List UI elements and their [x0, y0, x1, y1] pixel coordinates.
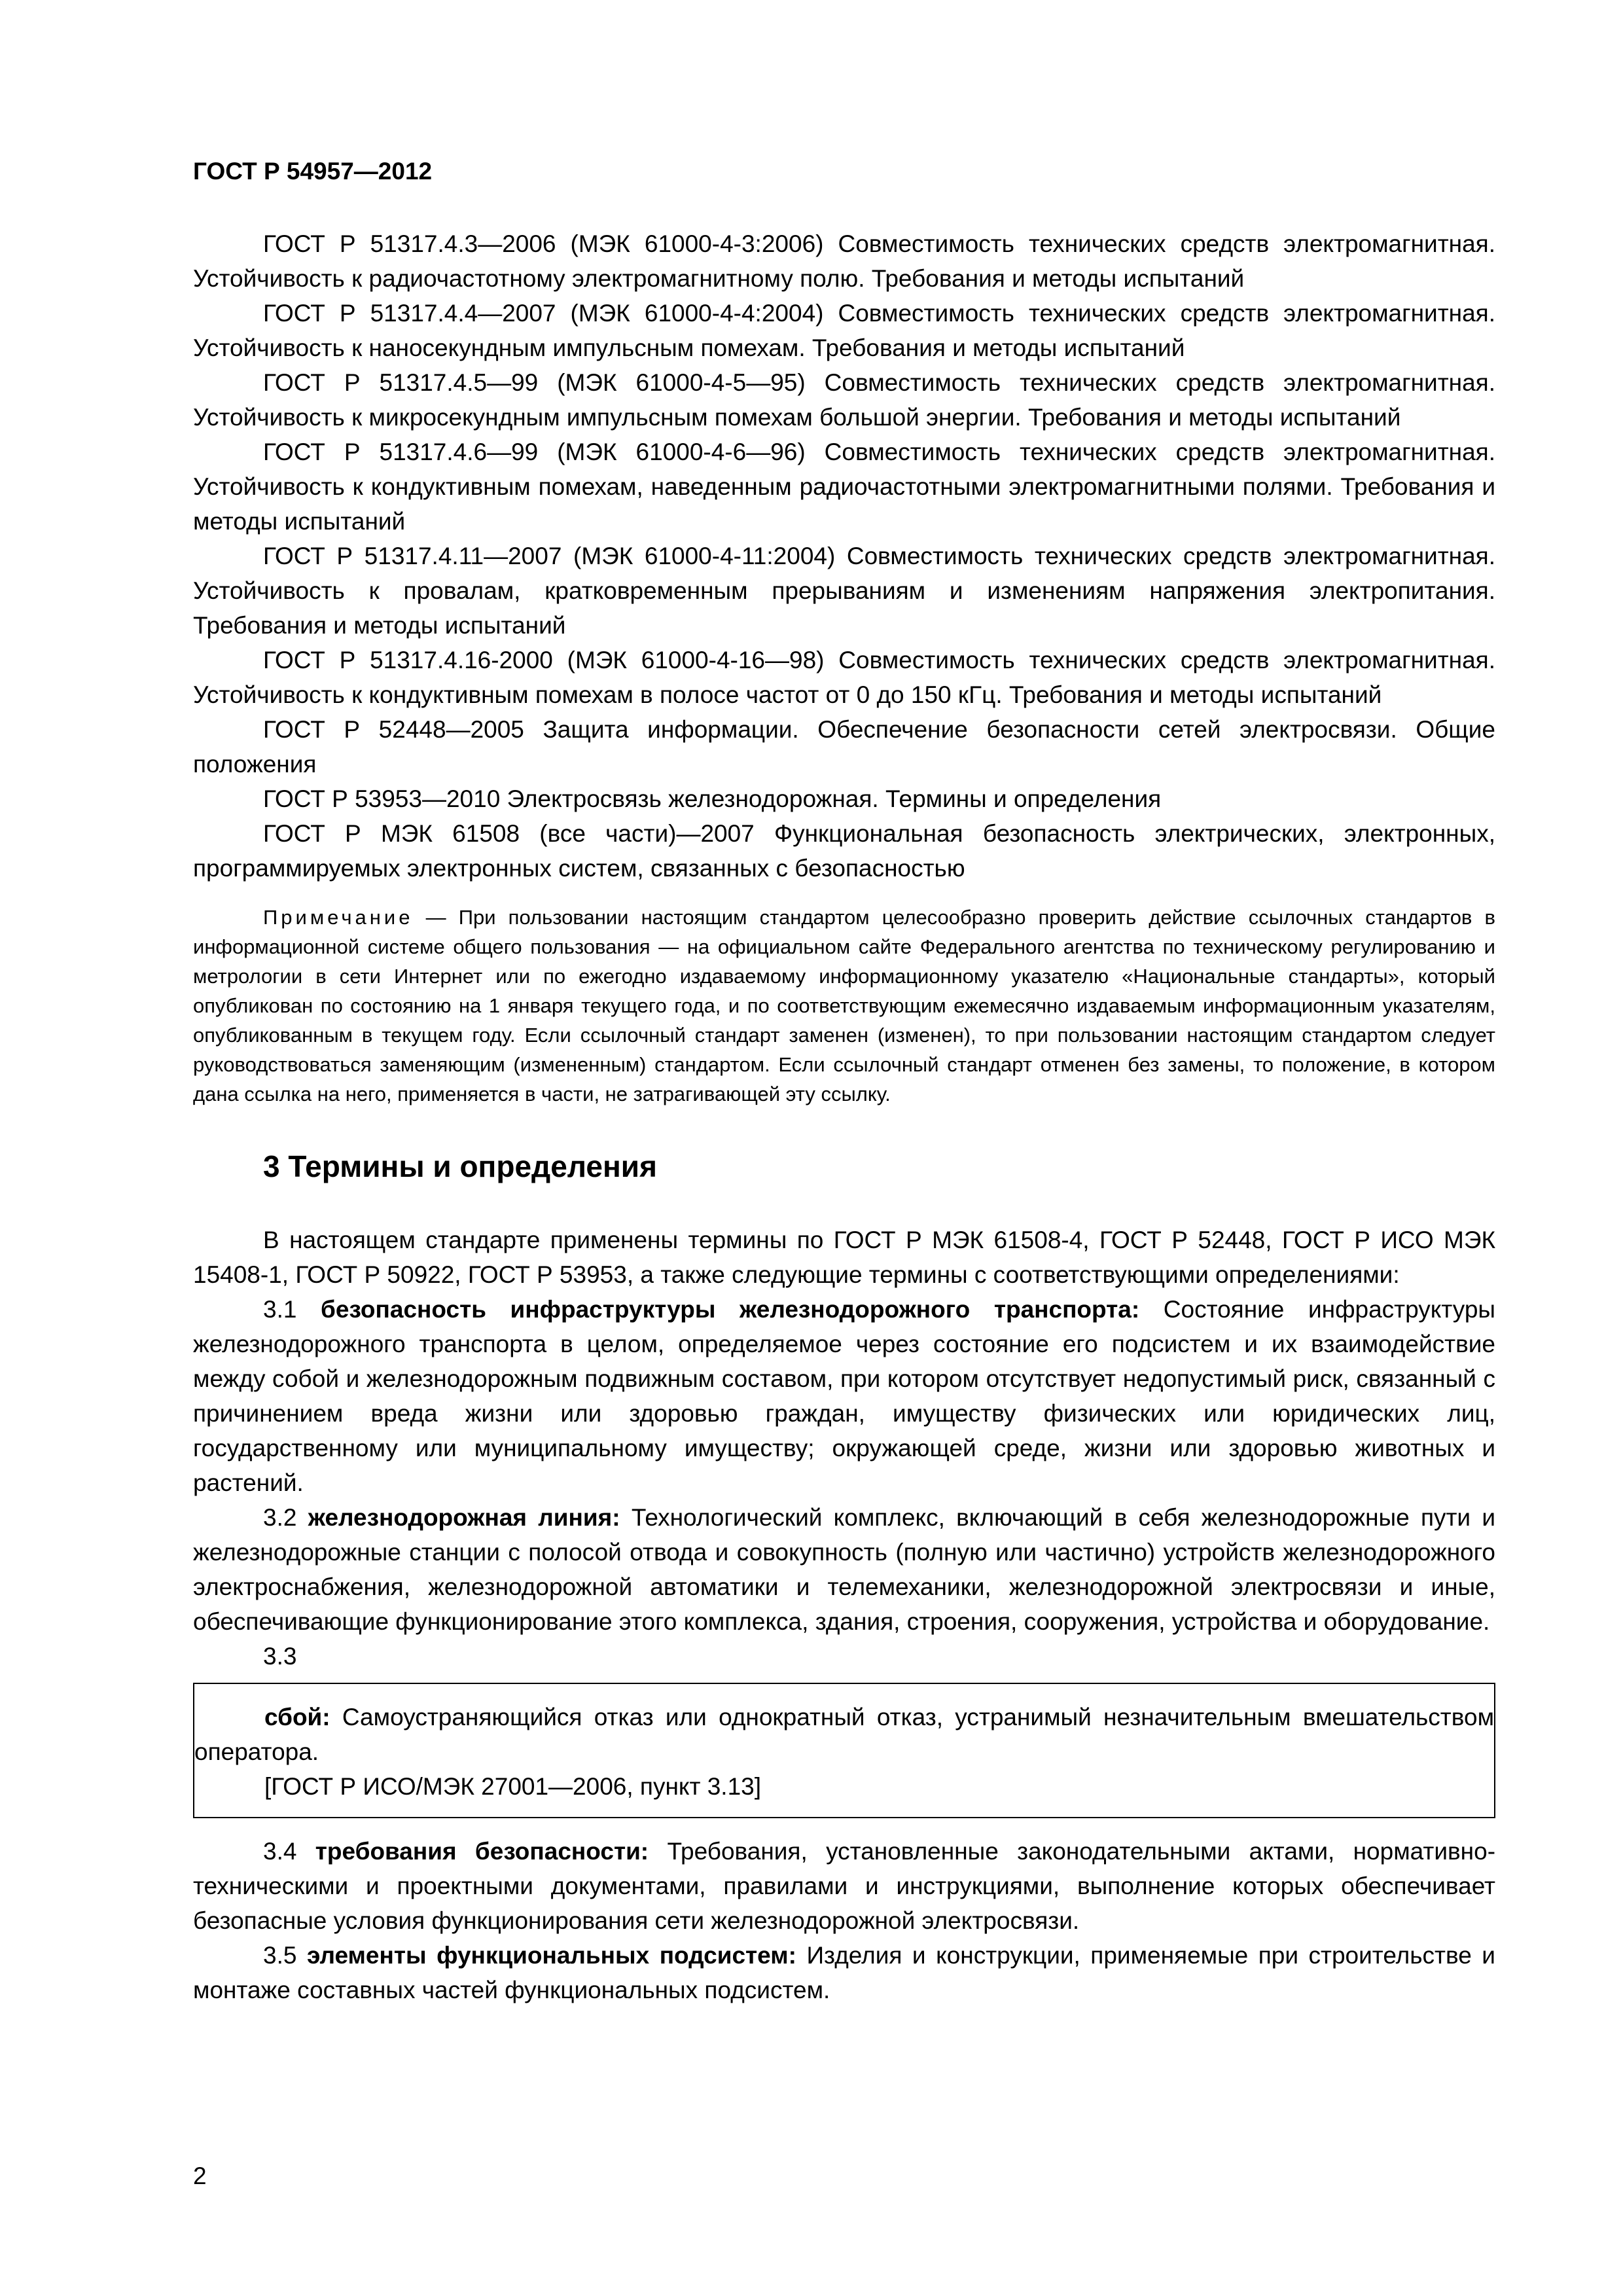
term-entry-3-5 — [193, 1938, 1495, 2007]
term-entry-3-3 — [194, 1700, 1494, 1769]
page-number: 2 — [193, 2162, 207, 2189]
term-definition: Самоустраняющийся отказ или однократный отказ, устранимый незначительным вмешательством оператора. — [194, 1704, 1495, 1765]
term-definition: Изделия и конструкции, применяемые при строительстве и монтаже составных частей функциональных подсистем. — [193, 1942, 1495, 2003]
section-title: 3 Термины и определения — [263, 1149, 657, 1183]
term-entry-3-1 — [193, 1292, 1495, 1500]
document-id-header: ГОСТ Р 54957—2012 — [193, 158, 433, 185]
term-number-3-3: 3.3 — [263, 1643, 297, 1670]
reference-item: ГОСТ Р 51317.4.4—2007 (МЭК 61000-4-4:2004) Совместимость технических средств электромагнитная. Устойчивость к наносекундным импульсным помехам. Требования и методы испытаний — [193, 300, 1495, 361]
term-name: сбой: — [264, 1704, 330, 1731]
term-definition: Требования, установленные законодательными актами, нормативно-техническими и проектными документами, правилами и инструкциями, выполнение которых обеспечивает безопасные условия функционирования сети железнодорожной электросвязи. — [193, 1838, 1496, 1934]
reference-item: ГОСТ Р 51317.4.5—99 (МЭК 61000-4-5—95) Совместимость технических средств электромагнитная. Устойчивость к микросекундным импульсным помехам большой энергии. Требования и методы испытаний — [193, 369, 1495, 431]
term-entry-3-4 — [193, 1834, 1495, 1938]
term-number: 3.5 — [263, 1942, 297, 1969]
document-page — [193, 131, 1495, 2212]
reference-item: ГОСТ Р 51317.4.16-2000 (МЭК 61000-4-16—98) Совместимость технических средств электромагнитная. Устойчивость к кондуктивным помехам в полосе частот от 0 до 150 кГц. Требования и методы испытаний — [193, 647, 1495, 708]
term-name: элементы функциональных подсистем: — [306, 1942, 796, 1969]
note-text: — При пользовании настоящим стандартом целесообразно проверить действие ссылочных стандартов в информационной системе общего пользования — на официальном сайте Федерального агентства по техническому регулированию и метрологии в сети Интернет или по ежегодно издаваемому информационному указателю «Национальные стандарты», который опубликован по состоянию на 1 января текущего года, и по соответствующим ежемесячно издаваемым информационным указателям, опубликованным в текущем году. Если ссылочный стандарт заменен (изменен), то при пользовании настоящим стандартом следует руководствоваться заменяющим (измененным) стандартом. Если ссылочный стандарт отменен без замены, то положение, в котором дана ссылка на него, применяется в части, не затрагивающей эту ссылку. — [193, 906, 1495, 1105]
reference-item: ГОСТ Р 51317.4.3—2006 (МЭК 61000-4-3:2006) Совместимость технических средств электромагнитная. Устойчивость к радиочастотному электромагнитному полю. Требования и методы испытаний — [193, 230, 1495, 292]
reference-item: ГОСТ Р МЭК 61508 (все части)—2007 Функциональная безопасность электрических, электронных, программируемых электронных систем, связанных с безопасностью — [193, 820, 1495, 882]
term-number: 3.4 — [263, 1838, 297, 1865]
term-source-reference: [ГОСТ Р ИСО/МЭК 27001—2006, пункт 3.13] — [264, 1773, 762, 1800]
term-definition: Технологический комплекс, включающий в себя железнодорожные пути и железнодорожные станции с полосой отвода и совокупность (полную или частично) устройств железнодорожного электроснабжения, железнодорожной автоматики и телемеханики, железнодорожной электросвязи и иные, обеспечивающие функционирование этого комплекса, здания, строения, сооружения, устройства и оборудование. — [193, 1504, 1496, 1635]
boxed-term-definition — [193, 1683, 1495, 1818]
references-note — [193, 903, 1495, 1109]
term-name: требования безопасности: — [315, 1838, 649, 1865]
term-definition: Состояние инфраструктуры железнодорожного транспорта в целом, определяемое через состояние его подсистем и их взаимодействие между собой и железнодорожным подвижным составом, при котором отсутствует недопустимый риск, связанный с причинением вреда жизни или здоровью граждан, имуществу физических или юридических лиц, государственному или муниципальному имуществу; окружающей среде, жизни или здоровью животных и растений. — [193, 1296, 1495, 1496]
section-intro: В настоящем стандарте применены термины по ГОСТ Р МЭК 61508-4, ГОСТ Р 52448, ГОСТ Р ИСО МЭК 15408-1, ГОСТ Р 50922, ГОСТ Р 53953, а также следующие термины с соответствующими определениями: — [193, 1227, 1495, 1288]
term-number: 3.1 — [263, 1296, 297, 1323]
reference-item: ГОСТ Р 51317.4.6—99 (МЭК 61000-4-6—96) Совместимость технических средств электромагнитная. Устойчивость к кондуктивным помехам, наведенным радиочастотными электромагнитными полями. Требования и методы испытаний — [193, 439, 1495, 535]
note-label: Примечание — [263, 906, 414, 929]
reference-item: ГОСТ Р 51317.4.11—2007 (МЭК 61000-4-11:2004) Совместимость технических средств электромагнитная. Устойчивость к провалам, кратковременным прерываниям и изменениям напряжения электропитания. Требования и методы испытаний — [193, 543, 1495, 639]
term-entry-3-2 — [193, 1500, 1495, 1639]
term-name: железнодорожная линия: — [308, 1504, 620, 1531]
reference-item: ГОСТ Р 52448—2005 Защита информации. Обеспечение безопасности сетей электросвязи. Общие положения — [193, 716, 1495, 778]
reference-item: ГОСТ Р 53953—2010 Электросвязь железнодорожная. Термины и определения — [263, 785, 1162, 812]
term-name: безопасность инфраструктуры железнодорожного транспорта: — [321, 1296, 1140, 1323]
normative-references-list — [193, 226, 1495, 886]
term-number: 3.2 — [263, 1504, 297, 1531]
